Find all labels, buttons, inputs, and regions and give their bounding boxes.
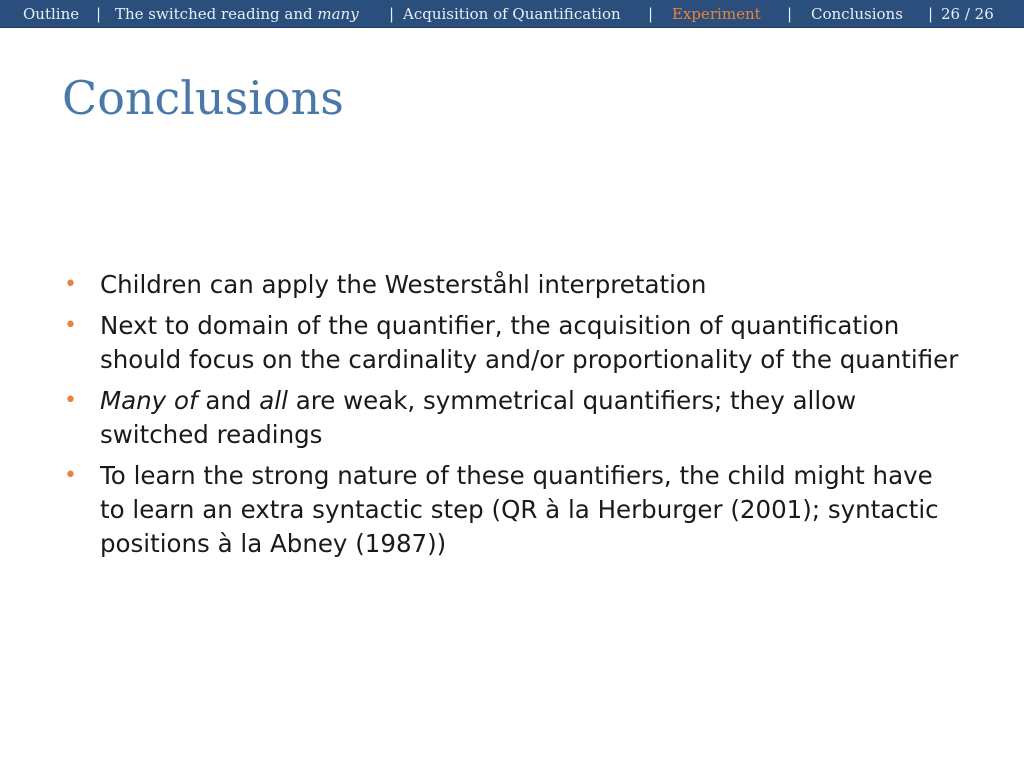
slide-title: Conclusions	[62, 71, 344, 125]
nav-item-acquisition[interactable]: Acquisition of Quantification	[403, 5, 621, 23]
nav-item-experiment[interactable]: Experiment	[672, 5, 761, 23]
bullet-text-em: Many of	[100, 386, 198, 415]
nav-separator: |	[648, 5, 654, 23]
nav-item-conclusions[interactable]: Conclusions	[811, 5, 903, 23]
nav-separator: |	[787, 5, 793, 23]
bullet-dot-icon: •	[64, 313, 77, 338]
bullet-item	[64, 309, 964, 377]
nav-item-outline[interactable]: Outline	[23, 5, 80, 23]
bullet-text: To learn the strong nature of these quantifiers, the child might have to learn an extra syntactic step (QR à la Herburger (2001); syntactic positions à la Abney (1987))	[100, 461, 939, 558]
nav-separator: |	[389, 5, 395, 23]
nav-item-switched-reading[interactable]	[115, 5, 359, 23]
nav-separator: |	[928, 5, 934, 23]
bullet-item	[64, 384, 964, 452]
bullet-text: and	[197, 386, 260, 415]
nav-separator: |	[96, 5, 102, 23]
bullet-dot-icon: •	[64, 463, 77, 488]
bullet-item	[64, 268, 964, 302]
bullet-text: Children can apply the Westerståhl interpretation	[100, 270, 707, 299]
navigation-bar	[0, 0, 1024, 28]
bullet-text: are weak, symmetrical quantifiers; they allow switched readings	[100, 386, 857, 449]
bullet-dot-icon: •	[64, 388, 77, 413]
bullet-text: Next to domain of the quantifier, the acquisition of quantification should focus on the cardinality and/or proportionality of the quantifier	[100, 311, 959, 374]
bullet-text-em: all	[259, 386, 288, 415]
bullet-dot-icon: •	[64, 272, 77, 297]
nav-item-switched-reading-label: The switched reading and	[115, 5, 318, 23]
page-number: 26 / 26	[941, 5, 994, 23]
bullet-item	[64, 459, 964, 561]
nav-item-switched-reading-em: many	[317, 5, 359, 23]
bullet-list	[64, 268, 964, 568]
